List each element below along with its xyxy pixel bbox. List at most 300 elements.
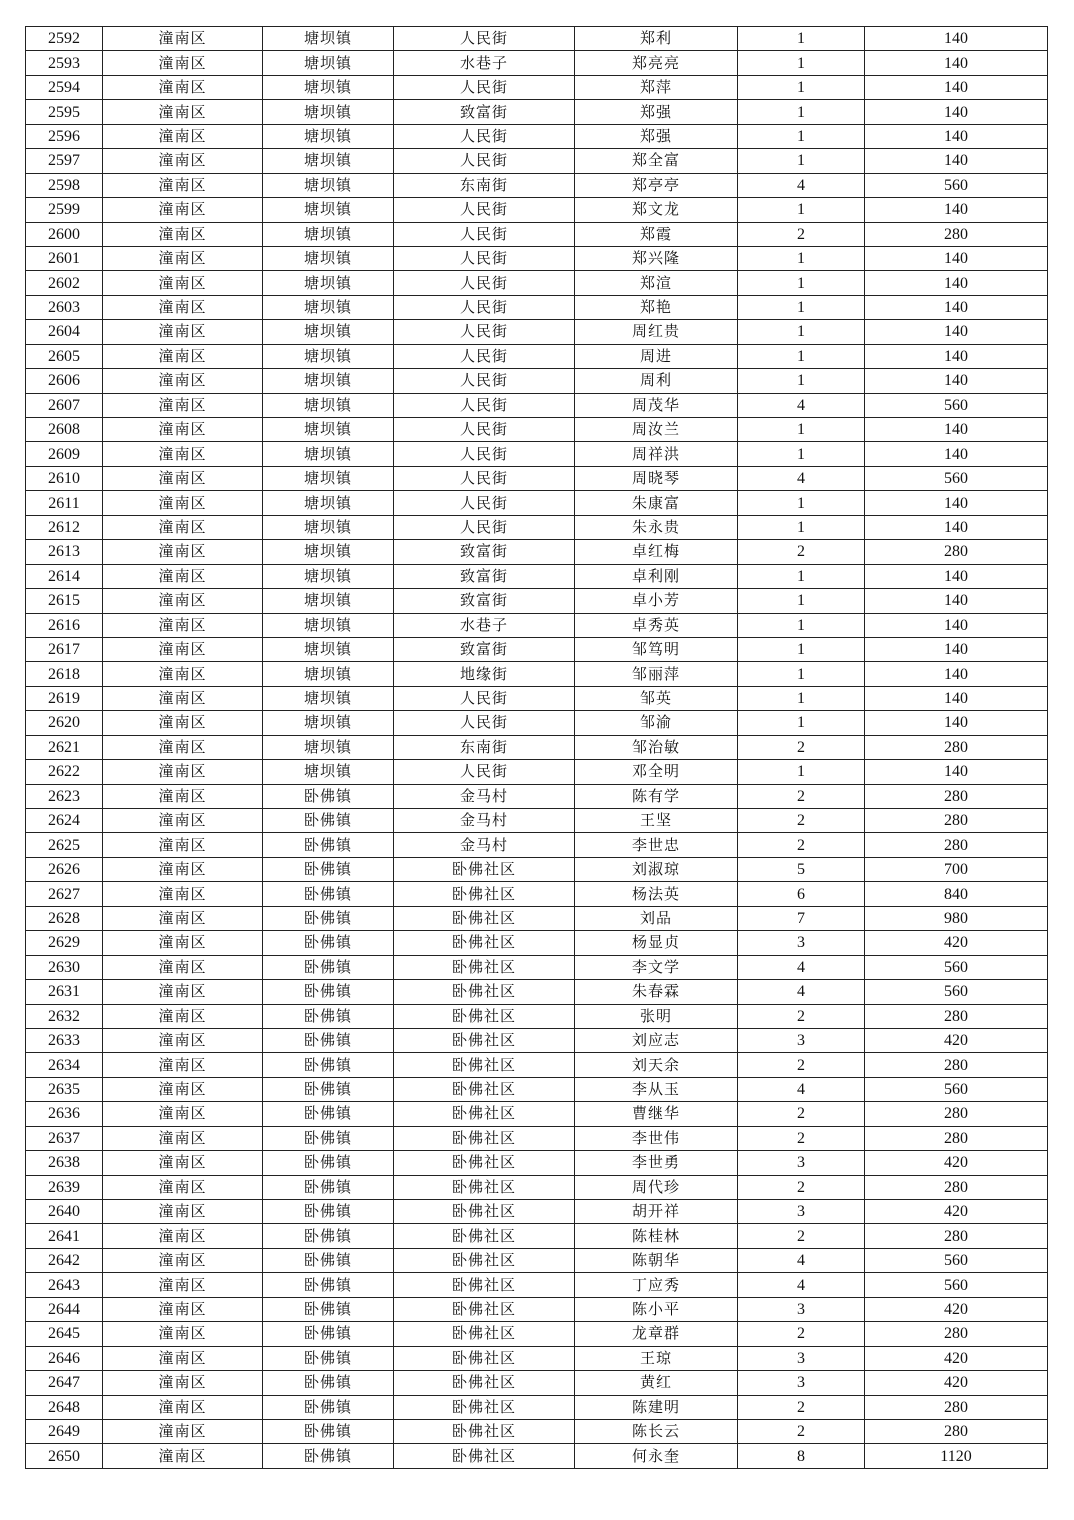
table-row: [26, 882, 1048, 906]
village-cell: 东南街: [394, 173, 575, 197]
village-cell: 金马村: [394, 809, 575, 833]
row-number-cell: 2598: [26, 173, 103, 197]
table-row: [26, 1297, 1048, 1321]
village-cell: 人民街: [394, 75, 575, 99]
village-cell: 卧佛社区: [394, 1028, 575, 1052]
village-cell: 人民街: [394, 320, 575, 344]
household-count-cell: 2: [738, 1053, 865, 1077]
household-count-cell: 4: [738, 466, 865, 490]
person-name-cell: 刘淑琼: [575, 857, 738, 881]
town-cell: 塘坝镇: [263, 589, 394, 613]
village-cell: 人民街: [394, 246, 575, 270]
household-count-cell: 4: [738, 980, 865, 1004]
town-cell: 卧佛镇: [263, 1102, 394, 1126]
table-row: [26, 1004, 1048, 1028]
person-name-cell: 周进: [575, 344, 738, 368]
town-cell: 卧佛镇: [263, 1175, 394, 1199]
amount-cell: 420: [865, 1371, 1048, 1395]
row-number-cell: 2619: [26, 686, 103, 710]
town-cell: 卧佛镇: [263, 1004, 394, 1028]
person-name-cell: 邹英: [575, 686, 738, 710]
village-cell: 水巷子: [394, 613, 575, 637]
village-cell: 人民街: [394, 149, 575, 173]
town-cell: 卧佛镇: [263, 1297, 394, 1321]
amount-cell: 840: [865, 882, 1048, 906]
person-name-cell: 周祥洪: [575, 442, 738, 466]
town-cell: 塘坝镇: [263, 222, 394, 246]
household-count-cell: 4: [738, 1273, 865, 1297]
household-count-cell: 3: [738, 931, 865, 955]
table-row: [26, 711, 1048, 735]
district-cell: 潼南区: [103, 1419, 263, 1443]
village-cell: 卧佛社区: [394, 1200, 575, 1224]
person-name-cell: 丁应秀: [575, 1273, 738, 1297]
person-name-cell: 王坚: [575, 809, 738, 833]
row-number-cell: 2622: [26, 760, 103, 784]
table-row: [26, 760, 1048, 784]
village-cell: 水巷子: [394, 51, 575, 75]
village-cell: 人民街: [394, 27, 575, 51]
person-name-cell: 卓红梅: [575, 540, 738, 564]
amount-cell: 560: [865, 955, 1048, 979]
district-cell: 潼南区: [103, 686, 263, 710]
table-row: [26, 1224, 1048, 1248]
row-number-cell: 2647: [26, 1371, 103, 1395]
row-number-cell: 2608: [26, 418, 103, 442]
household-count-cell: 2: [738, 1224, 865, 1248]
table-row: [26, 1395, 1048, 1419]
row-number-cell: 2612: [26, 515, 103, 539]
district-cell: 潼南区: [103, 1053, 263, 1077]
district-cell: 潼南区: [103, 613, 263, 637]
household-count-cell: 2: [738, 735, 865, 759]
row-number-cell: 2611: [26, 491, 103, 515]
village-cell: 人民街: [394, 686, 575, 710]
town-cell: 塘坝镇: [263, 540, 394, 564]
person-name-cell: 卓小芳: [575, 589, 738, 613]
amount-cell: 280: [865, 1322, 1048, 1346]
person-name-cell: 陈朝华: [575, 1248, 738, 1272]
district-cell: 潼南区: [103, 1077, 263, 1101]
table-row: [26, 980, 1048, 1004]
person-name-cell: 卓秀英: [575, 613, 738, 637]
table-row: [26, 1248, 1048, 1272]
amount-cell: 280: [865, 540, 1048, 564]
table-row: [26, 1444, 1048, 1468]
table-row: [26, 466, 1048, 490]
town-cell: 塘坝镇: [263, 173, 394, 197]
village-cell: 致富街: [394, 540, 575, 564]
person-name-cell: 郑亭亭: [575, 173, 738, 197]
district-cell: 潼南区: [103, 1395, 263, 1419]
district-cell: 潼南区: [103, 760, 263, 784]
household-count-cell: 1: [738, 149, 865, 173]
row-number-cell: 2604: [26, 320, 103, 344]
amount-cell: 280: [865, 1395, 1048, 1419]
row-number-cell: 2643: [26, 1273, 103, 1297]
person-name-cell: 刘应志: [575, 1028, 738, 1052]
district-cell: 潼南区: [103, 1297, 263, 1321]
household-count-cell: 4: [738, 955, 865, 979]
village-cell: 人民街: [394, 271, 575, 295]
town-cell: 卧佛镇: [263, 980, 394, 1004]
household-count-cell: 2: [738, 1102, 865, 1126]
town-cell: 塘坝镇: [263, 27, 394, 51]
amount-cell: 280: [865, 1224, 1048, 1248]
town-cell: 塘坝镇: [263, 491, 394, 515]
district-cell: 潼南区: [103, 1028, 263, 1052]
village-cell: 卧佛社区: [394, 1224, 575, 1248]
district-cell: 潼南区: [103, 1371, 263, 1395]
village-cell: 金马村: [394, 833, 575, 857]
row-number-cell: 2646: [26, 1346, 103, 1370]
village-cell: 卧佛社区: [394, 1346, 575, 1370]
household-count-cell: 2: [738, 1175, 865, 1199]
row-number-cell: 2642: [26, 1248, 103, 1272]
person-name-cell: 郑亮亮: [575, 51, 738, 75]
household-count-cell: 1: [738, 637, 865, 661]
table-row: [26, 809, 1048, 833]
household-count-cell: 1: [738, 442, 865, 466]
table-row: [26, 955, 1048, 979]
amount-cell: 420: [865, 1346, 1048, 1370]
village-cell: 人民街: [394, 711, 575, 735]
district-cell: 潼南区: [103, 295, 263, 319]
amount-cell: 140: [865, 295, 1048, 319]
row-number-cell: 2600: [26, 222, 103, 246]
village-cell: 人民街: [394, 393, 575, 417]
table-row: [26, 1126, 1048, 1150]
amount-cell: 280: [865, 1126, 1048, 1150]
table-row: [26, 1200, 1048, 1224]
town-cell: 塘坝镇: [263, 735, 394, 759]
row-number-cell: 2637: [26, 1126, 103, 1150]
district-cell: 潼南区: [103, 1273, 263, 1297]
amount-cell: 140: [865, 613, 1048, 637]
amount-cell: 280: [865, 1419, 1048, 1443]
table-row: [26, 222, 1048, 246]
town-cell: 塘坝镇: [263, 246, 394, 270]
table-row: [26, 735, 1048, 759]
table-row: [26, 1371, 1048, 1395]
district-cell: 潼南区: [103, 1248, 263, 1272]
table-row: [26, 51, 1048, 75]
household-count-cell: 1: [738, 491, 865, 515]
person-name-cell: 邓全明: [575, 760, 738, 784]
household-count-cell: 2: [738, 1004, 865, 1028]
village-cell: 卧佛社区: [394, 1102, 575, 1126]
amount-cell: 560: [865, 173, 1048, 197]
village-cell: 卧佛社区: [394, 882, 575, 906]
village-cell: 卧佛社区: [394, 1371, 575, 1395]
person-name-cell: 陈建明: [575, 1395, 738, 1419]
household-count-cell: 2: [738, 222, 865, 246]
household-count-cell: 1: [738, 686, 865, 710]
person-name-cell: 李世忠: [575, 833, 738, 857]
table-row: [26, 906, 1048, 930]
table-row: [26, 75, 1048, 99]
town-cell: 卧佛镇: [263, 833, 394, 857]
row-number-cell: 2625: [26, 833, 103, 857]
row-number-cell: 2639: [26, 1175, 103, 1199]
row-number-cell: 2630: [26, 955, 103, 979]
table-row: [26, 686, 1048, 710]
village-cell: 卧佛社区: [394, 1395, 575, 1419]
district-cell: 潼南区: [103, 1224, 263, 1248]
table-row: [26, 271, 1048, 295]
household-count-cell: 1: [738, 320, 865, 344]
amount-cell: 140: [865, 27, 1048, 51]
household-count-cell: 4: [738, 1248, 865, 1272]
amount-cell: 140: [865, 51, 1048, 75]
village-cell: 人民街: [394, 418, 575, 442]
amount-cell: 280: [865, 1102, 1048, 1126]
amount-cell: 140: [865, 246, 1048, 270]
town-cell: 卧佛镇: [263, 1444, 394, 1468]
table-row: [26, 857, 1048, 881]
town-cell: 卧佛镇: [263, 882, 394, 906]
row-number-cell: 2635: [26, 1077, 103, 1101]
amount-cell: 560: [865, 980, 1048, 1004]
row-number-cell: 2649: [26, 1419, 103, 1443]
row-number-cell: 2638: [26, 1151, 103, 1175]
table-row: [26, 149, 1048, 173]
amount-cell: 1120: [865, 1444, 1048, 1468]
district-cell: 潼南区: [103, 735, 263, 759]
row-number-cell: 2626: [26, 857, 103, 881]
household-count-cell: 1: [738, 760, 865, 784]
district-cell: 潼南区: [103, 906, 263, 930]
household-count-cell: 3: [738, 1028, 865, 1052]
district-cell: 潼南区: [103, 100, 263, 124]
row-number-cell: 2603: [26, 295, 103, 319]
row-number-cell: 2599: [26, 198, 103, 222]
person-name-cell: 李世勇: [575, 1151, 738, 1175]
amount-cell: 560: [865, 1077, 1048, 1101]
district-cell: 潼南区: [103, 1444, 263, 1468]
town-cell: 塘坝镇: [263, 295, 394, 319]
amount-cell: 140: [865, 124, 1048, 148]
district-cell: 潼南区: [103, 564, 263, 588]
village-cell: 卧佛社区: [394, 1419, 575, 1443]
town-cell: 卧佛镇: [263, 1322, 394, 1346]
village-cell: 卧佛社区: [394, 1322, 575, 1346]
row-number-cell: 2629: [26, 931, 103, 955]
amount-cell: 140: [865, 442, 1048, 466]
town-cell: 塘坝镇: [263, 442, 394, 466]
amount-cell: 420: [865, 1200, 1048, 1224]
village-cell: 致富街: [394, 637, 575, 661]
household-count-cell: 1: [738, 100, 865, 124]
town-cell: 卧佛镇: [263, 955, 394, 979]
district-cell: 潼南区: [103, 589, 263, 613]
amount-cell: 140: [865, 198, 1048, 222]
row-number-cell: 2624: [26, 809, 103, 833]
table-row: [26, 100, 1048, 124]
row-number-cell: 2645: [26, 1322, 103, 1346]
amount-cell: 280: [865, 1004, 1048, 1028]
row-number-cell: 2605: [26, 344, 103, 368]
person-name-cell: 何永奎: [575, 1444, 738, 1468]
table-row: [26, 613, 1048, 637]
amount-cell: 980: [865, 906, 1048, 930]
village-cell: 卧佛社区: [394, 1004, 575, 1028]
row-number-cell: 2597: [26, 149, 103, 173]
town-cell: 塘坝镇: [263, 637, 394, 661]
person-name-cell: 王琼: [575, 1346, 738, 1370]
table-row: [26, 246, 1048, 270]
district-cell: 潼南区: [103, 515, 263, 539]
household-count-cell: 1: [738, 51, 865, 75]
household-count-cell: 1: [738, 246, 865, 270]
town-cell: 塘坝镇: [263, 198, 394, 222]
town-cell: 卧佛镇: [263, 1395, 394, 1419]
table-row: [26, 173, 1048, 197]
person-name-cell: 郑利: [575, 27, 738, 51]
village-cell: 卧佛社区: [394, 1248, 575, 1272]
amount-cell: 560: [865, 1273, 1048, 1297]
row-number-cell: 2627: [26, 882, 103, 906]
district-cell: 潼南区: [103, 442, 263, 466]
person-name-cell: 邹笃明: [575, 637, 738, 661]
district-cell: 潼南区: [103, 51, 263, 75]
household-count-cell: 5: [738, 857, 865, 881]
person-name-cell: 郑霞: [575, 222, 738, 246]
district-cell: 潼南区: [103, 833, 263, 857]
district-cell: 潼南区: [103, 491, 263, 515]
row-number-cell: 2613: [26, 540, 103, 564]
row-number-cell: 2648: [26, 1395, 103, 1419]
person-name-cell: 朱永贵: [575, 515, 738, 539]
town-cell: 塘坝镇: [263, 662, 394, 686]
row-number-cell: 2632: [26, 1004, 103, 1028]
household-count-cell: 2: [738, 833, 865, 857]
amount-cell: 140: [865, 662, 1048, 686]
village-cell: 东南街: [394, 735, 575, 759]
town-cell: 卧佛镇: [263, 809, 394, 833]
person-name-cell: 周利: [575, 369, 738, 393]
table-row: [26, 1273, 1048, 1297]
district-cell: 潼南区: [103, 711, 263, 735]
table-row: [26, 198, 1048, 222]
amount-cell: 140: [865, 149, 1048, 173]
table-row: [26, 393, 1048, 417]
row-number-cell: 2636: [26, 1102, 103, 1126]
table-row: [26, 564, 1048, 588]
row-number-cell: 2621: [26, 735, 103, 759]
row-number-cell: 2634: [26, 1053, 103, 1077]
amount-cell: 560: [865, 466, 1048, 490]
town-cell: 塘坝镇: [263, 124, 394, 148]
town-cell: 卧佛镇: [263, 906, 394, 930]
household-count-cell: 2: [738, 1322, 865, 1346]
person-name-cell: 张明: [575, 1004, 738, 1028]
district-cell: 潼南区: [103, 320, 263, 344]
village-cell: 卧佛社区: [394, 1151, 575, 1175]
table-row: [26, 442, 1048, 466]
person-name-cell: 郑全富: [575, 149, 738, 173]
person-name-cell: 郑萍: [575, 75, 738, 99]
person-name-cell: 周汝兰: [575, 418, 738, 442]
town-cell: 卧佛镇: [263, 784, 394, 808]
town-cell: 卧佛镇: [263, 1200, 394, 1224]
table-row: [26, 1419, 1048, 1443]
row-number-cell: 2592: [26, 27, 103, 51]
amount-cell: 140: [865, 369, 1048, 393]
row-number-cell: 2601: [26, 246, 103, 270]
village-cell: 人民街: [394, 344, 575, 368]
table-row: [26, 491, 1048, 515]
amount-cell: 280: [865, 1053, 1048, 1077]
table-row: [26, 1028, 1048, 1052]
town-cell: 塘坝镇: [263, 100, 394, 124]
district-cell: 潼南区: [103, 955, 263, 979]
town-cell: 卧佛镇: [263, 1151, 394, 1175]
row-number-cell: 2616: [26, 613, 103, 637]
district-cell: 潼南区: [103, 418, 263, 442]
household-count-cell: 4: [738, 173, 865, 197]
table-row: [26, 931, 1048, 955]
village-cell: 卧佛社区: [394, 1273, 575, 1297]
district-cell: 潼南区: [103, 1126, 263, 1150]
person-name-cell: 郑强: [575, 124, 738, 148]
data-table: [25, 26, 1048, 1469]
amount-cell: 140: [865, 418, 1048, 442]
village-cell: 地缘街: [394, 662, 575, 686]
row-number-cell: 2631: [26, 980, 103, 1004]
district-cell: 潼南区: [103, 124, 263, 148]
town-cell: 塘坝镇: [263, 320, 394, 344]
table-row: [26, 369, 1048, 393]
district-cell: 潼南区: [103, 27, 263, 51]
district-cell: 潼南区: [103, 75, 263, 99]
household-count-cell: 4: [738, 1077, 865, 1101]
table-row: [26, 1102, 1048, 1126]
table-row: [26, 833, 1048, 857]
amount-cell: 280: [865, 1175, 1048, 1199]
row-number-cell: 2593: [26, 51, 103, 75]
household-count-cell: 1: [738, 589, 865, 613]
district-cell: 潼南区: [103, 1200, 263, 1224]
town-cell: 卧佛镇: [263, 1371, 394, 1395]
row-number-cell: 2607: [26, 393, 103, 417]
row-number-cell: 2633: [26, 1028, 103, 1052]
household-count-cell: 3: [738, 1151, 865, 1175]
town-cell: 卧佛镇: [263, 1077, 394, 1101]
household-count-cell: 1: [738, 515, 865, 539]
village-cell: 人民街: [394, 515, 575, 539]
amount-cell: 280: [865, 809, 1048, 833]
village-cell: 人民街: [394, 442, 575, 466]
person-name-cell: 李世伟: [575, 1126, 738, 1150]
district-cell: 潼南区: [103, 466, 263, 490]
household-count-cell: 1: [738, 271, 865, 295]
district-cell: 潼南区: [103, 393, 263, 417]
town-cell: 塘坝镇: [263, 686, 394, 710]
district-cell: 潼南区: [103, 784, 263, 808]
row-number-cell: 2595: [26, 100, 103, 124]
village-cell: 人民街: [394, 222, 575, 246]
village-cell: 卧佛社区: [394, 1297, 575, 1321]
district-cell: 潼南区: [103, 980, 263, 1004]
person-name-cell: 邹治敏: [575, 735, 738, 759]
row-number-cell: 2614: [26, 564, 103, 588]
person-name-cell: 刘品: [575, 906, 738, 930]
town-cell: 塘坝镇: [263, 515, 394, 539]
household-count-cell: 1: [738, 198, 865, 222]
town-cell: 塘坝镇: [263, 564, 394, 588]
table-row: [26, 1151, 1048, 1175]
